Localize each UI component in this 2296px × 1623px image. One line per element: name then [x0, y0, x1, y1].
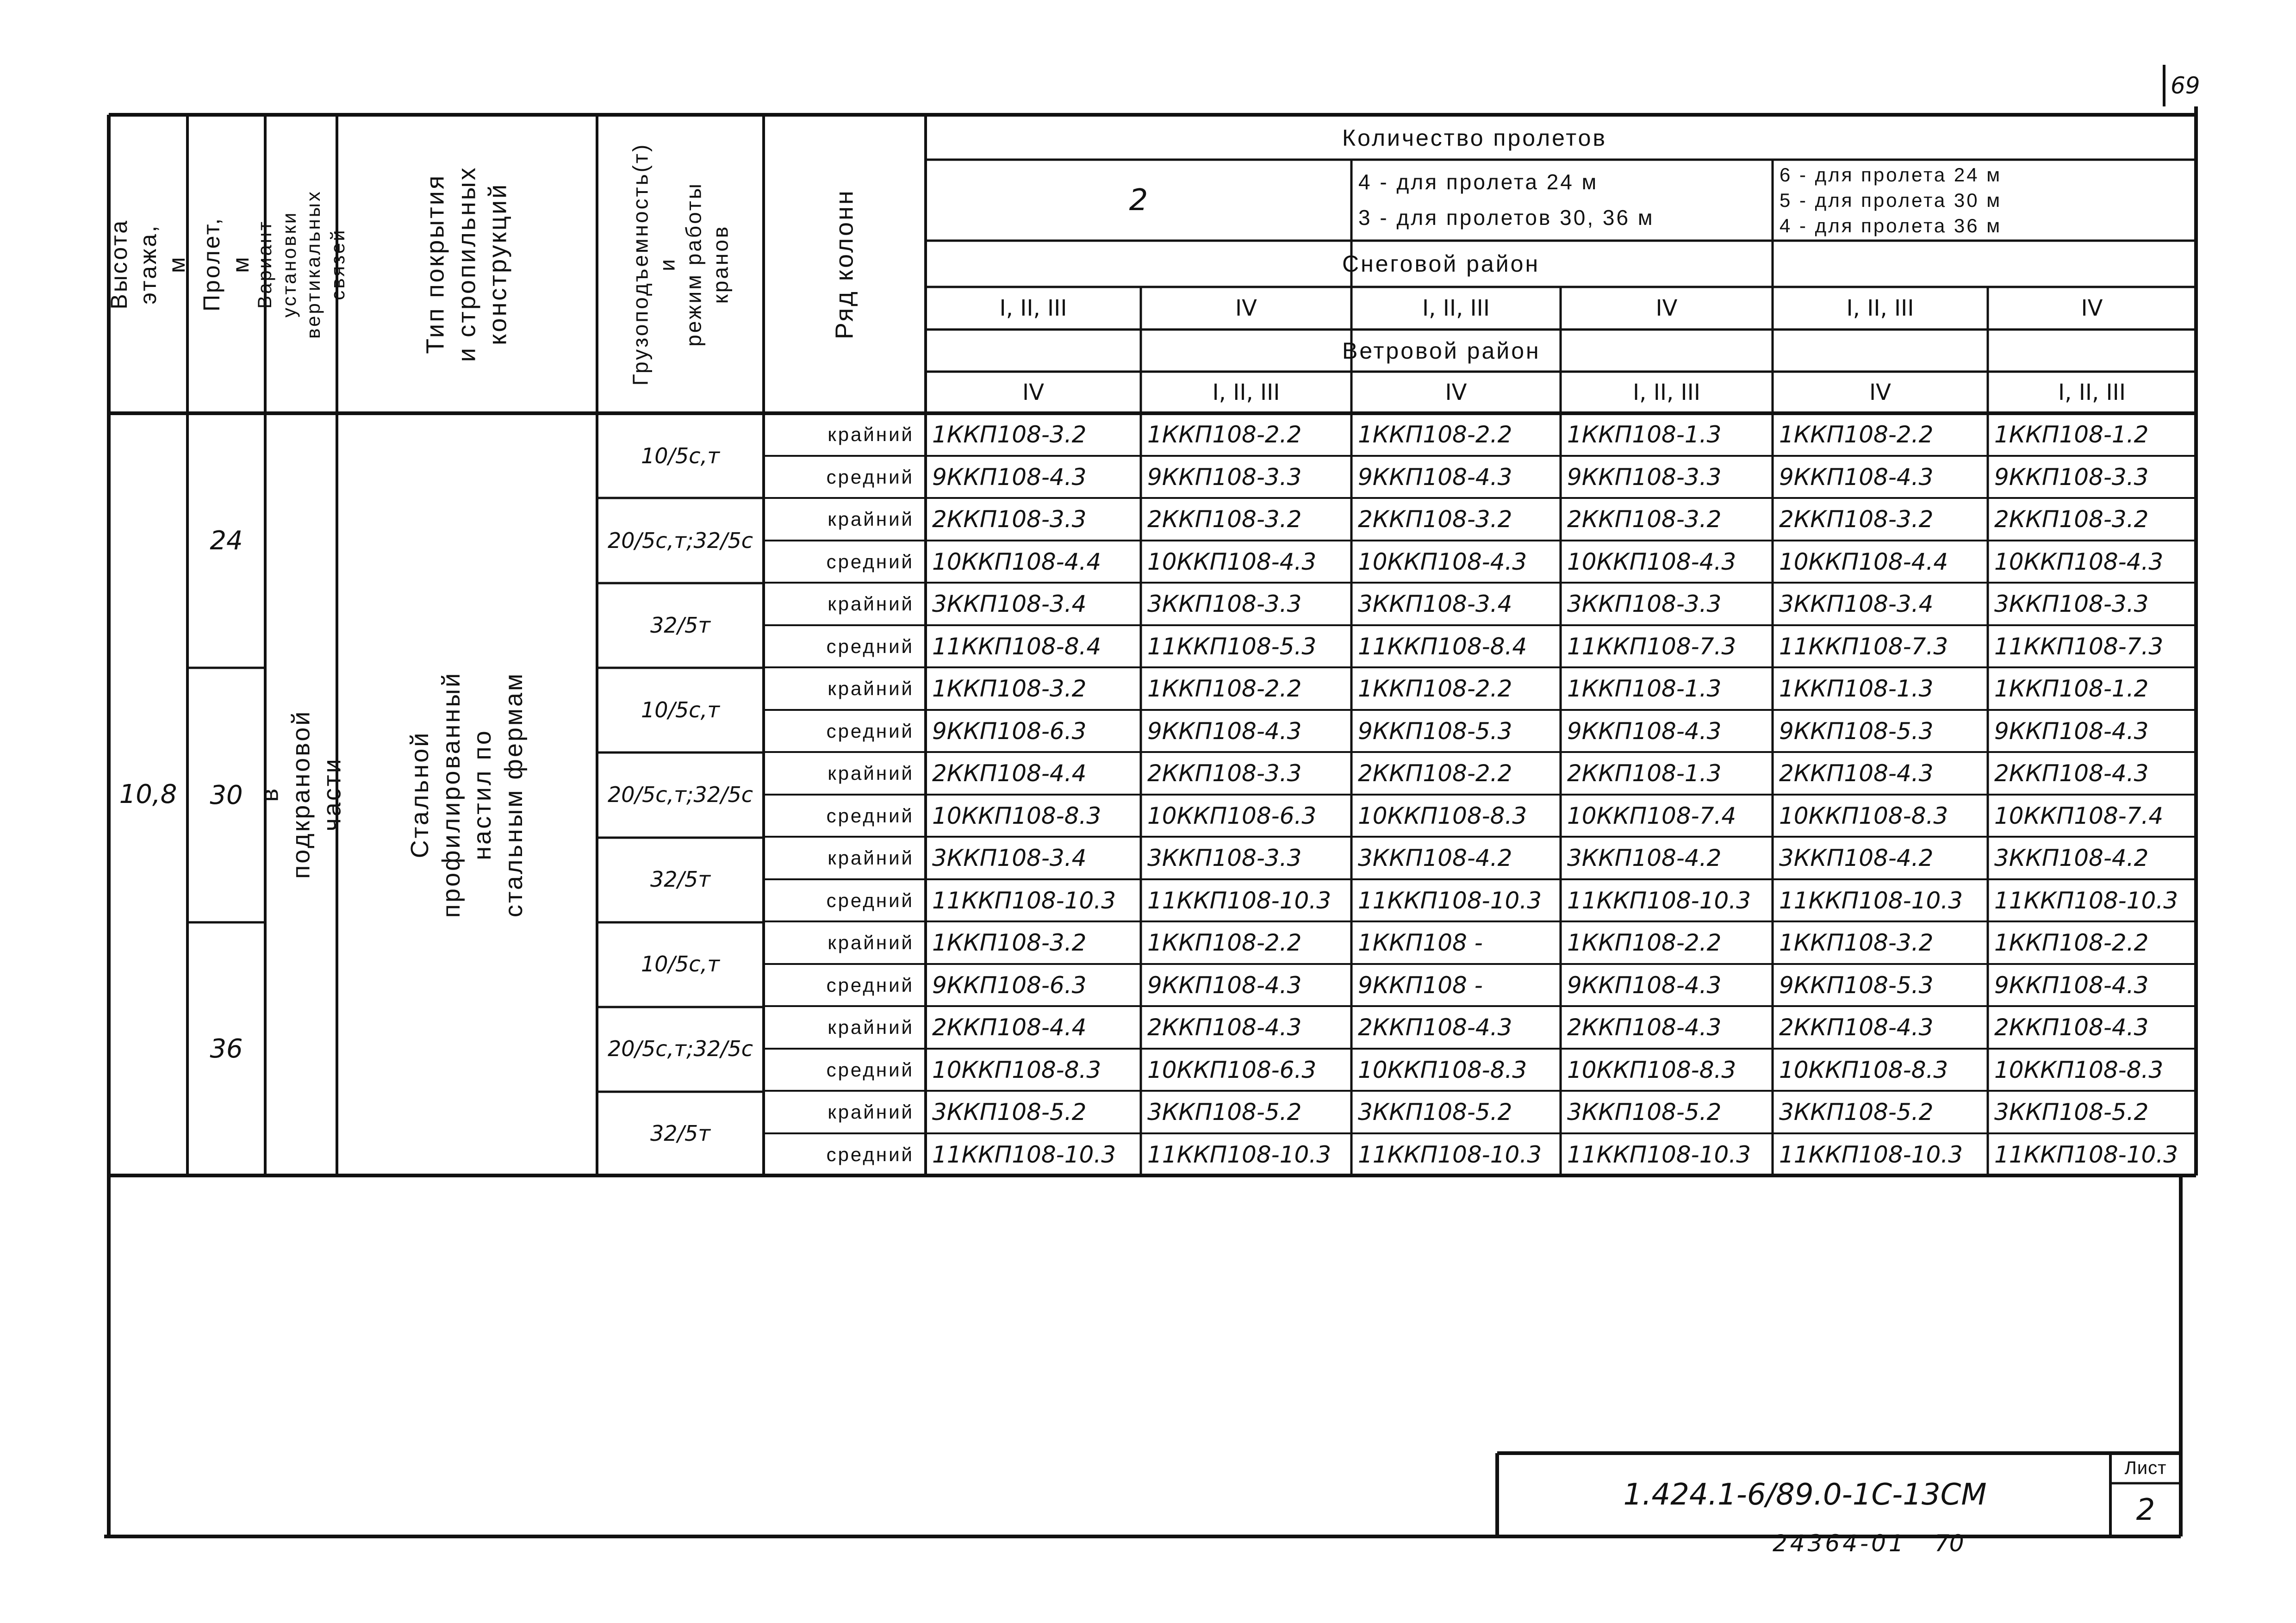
column-mark-cell: 10ККП108-8.3: [1779, 802, 1948, 829]
column-mark-cell: 9ККП108-4.3: [1358, 464, 1512, 491]
column-mark-cell: 2ККП108-4.3: [1994, 1014, 2149, 1041]
column-mark-cell: 1ККП108-3.2: [932, 675, 1087, 702]
column-mark-cell: 9ККП108-4.3: [1994, 972, 2149, 999]
column-row-type: средний: [826, 805, 914, 827]
column-mark-cell: 1ККП108-2.2: [1994, 929, 2149, 956]
column-mark-cell: 11ККП108-10.3: [1147, 887, 1332, 914]
column-mark-cell: 11ККП108-10.3: [1358, 887, 1542, 914]
header-bracing-label: Вариант установки вертикальных связей: [253, 189, 348, 339]
column-mark-cell: 3ККП108-4.2: [1779, 845, 1934, 871]
column-mark-cell: 3ККП108-4.2: [1567, 845, 1722, 871]
header-floor-height: [106, 115, 190, 413]
header-bracing: [253, 115, 348, 413]
column-mark-cell: 11ККП108-7.3: [1994, 633, 2164, 660]
column-mark-cell: 1ККП108-2.2: [1779, 421, 1934, 448]
group1-count: 2: [1129, 183, 1148, 218]
column-mark-cell: 9ККП108-5.3: [1779, 972, 1934, 999]
column-mark-cell: 10ККП108-8.3: [932, 1057, 1101, 1083]
bracing-value: [255, 413, 346, 1175]
column-mark-cell: 1ККП108-2.2: [1147, 421, 1302, 448]
floor-height-value: 10,8: [119, 779, 177, 809]
column-mark-cell: 11ККП108-5.3: [1147, 633, 1317, 660]
document-code: 1.424.1-6/89.0-1С-13СМ: [1623, 1478, 1987, 1512]
column-mark-cell: 11ККП108-10.3: [1779, 1141, 1963, 1168]
column-mark-cell: 11ККП108-10.3: [1994, 887, 2178, 914]
column-mark-cell: 3ККП108-5.2: [1358, 1099, 1512, 1126]
wind-region-col: IV: [1022, 379, 1044, 405]
roof-type-value-label: Стальной профилированный настил по стальным фермам: [406, 671, 528, 918]
column-row-type: средний: [826, 635, 914, 657]
column-mark-cell: 3ККП108-3.3: [1567, 591, 1722, 617]
column-row-type: средний: [826, 720, 914, 742]
column-mark-cell: 10ККП108-8.3: [1994, 1057, 2164, 1083]
column-mark-cell: 10ККП108-4.3: [1147, 548, 1317, 575]
crane-capacity: 32/5т: [650, 1120, 711, 1146]
column-mark-cell: 9ККП108-4.3: [932, 464, 1087, 491]
column-mark-cell: 2ККП108-3.2: [1779, 506, 1934, 533]
column-mark-cell: 2ККП108-3.2: [1567, 506, 1722, 533]
column-mark-cell: 11ККП108-10.3: [1567, 1141, 1751, 1168]
column-mark-cell: 2ККП108-4.3: [1994, 760, 2149, 787]
column-mark-cell: 10ККП108-8.3: [1358, 1057, 1527, 1083]
column-mark-cell: 11ККП108-10.3: [1147, 1141, 1332, 1168]
column-mark-cell: 10ККП108-4.3: [1994, 548, 2164, 575]
column-mark-cell: 9ККП108 -: [1358, 972, 1483, 999]
header-wind-region: Ветровой район: [1342, 338, 1541, 364]
column-mark-cell: 10ККП108-7.4: [1567, 802, 1736, 829]
wind-region-col: I, II, III: [2058, 379, 2126, 405]
wind-region-col: IV: [1445, 379, 1467, 405]
column-mark-cell: 3ККП108-5.2: [932, 1099, 1087, 1126]
roof-type-value: [337, 413, 597, 1175]
header-snow-region: Снеговой район: [1342, 251, 1540, 277]
column-mark-cell: 11ККП108-10.3: [932, 1141, 1116, 1168]
crane-capacity: 32/5т: [650, 866, 711, 892]
column-mark-cell: 9ККП108-4.3: [1779, 464, 1934, 491]
column-row-type: крайний: [828, 508, 914, 530]
column-mark-cell: 2ККП108-4.3: [1147, 1014, 1302, 1041]
column-mark-cell: 2ККП108-3.2: [1358, 506, 1512, 533]
column-mark-cell: 9ККП108-3.3: [1147, 464, 1302, 491]
column-mark-cell: 3ККП108-4.2: [1994, 845, 2149, 871]
column-mark-cell: 1ККП108-1.3: [1567, 421, 1722, 448]
crane-capacity: 20/5с,т;32/5с: [607, 1036, 753, 1061]
column-row-type: крайний: [828, 932, 914, 953]
bracing-value-label: в подкрановой части: [255, 709, 346, 879]
column-row-type: крайний: [828, 678, 914, 699]
wind-region-col: I, II, III: [1212, 379, 1280, 405]
column-row-type: средний: [826, 1059, 914, 1081]
header-floor-height-label: Высота этажа, м: [106, 218, 190, 310]
column-mark-cell: 1ККП108-1.2: [1994, 675, 2149, 702]
column-mark-cell: 9ККП108-4.3: [1147, 718, 1302, 745]
snow-region-col: IV: [1235, 295, 1257, 321]
column-mark-cell: 11ККП108-7.3: [1779, 633, 1948, 660]
column-mark-cell: 11ККП108-10.3: [1779, 887, 1963, 914]
crane-capacity: 20/5с,т;32/5с: [607, 528, 753, 553]
sheet-number: 2: [2136, 1492, 2155, 1527]
column-mark-cell: 1ККП108-3.2: [932, 929, 1087, 956]
column-mark-cell: 1ККП108-3.2: [932, 421, 1087, 448]
column-mark-cell: 1ККП108-1.2: [1994, 421, 2149, 448]
column-mark-cell: 9ККП108-4.3: [1567, 972, 1722, 999]
column-mark-cell: 1ККП108 -: [1358, 929, 1483, 956]
column-mark-cell: 1ККП108-2.2: [1147, 675, 1302, 702]
column-mark-cell: 1ККП108-1.3: [1567, 675, 1722, 702]
column-mark-cell: 3ККП108-5.2: [1994, 1099, 2149, 1126]
column-mark-cell: 2ККП108-3.3: [1147, 760, 1302, 787]
column-mark-cell: 2ККП108-4.3: [1779, 760, 1934, 787]
snow-region-col: I, II, III: [999, 295, 1067, 321]
column-mark-cell: 1ККП108-2.2: [1358, 421, 1512, 448]
column-mark-cell: 11ККП108-8.4: [932, 633, 1101, 660]
snow-region-col: I, II, III: [1422, 295, 1490, 321]
snow-region-col: I, II, III: [1846, 295, 1914, 321]
column-mark-cell: 3ККП108-3.3: [1147, 845, 1302, 871]
column-mark-cell: 3ККП108-5.2: [1567, 1099, 1722, 1126]
column-mark-cell: 9ККП108-4.3: [1994, 718, 2149, 745]
page-number: 69: [2171, 72, 2200, 99]
header-crane-label: Грузоподъемность(т) и режим работы кранов: [628, 143, 732, 386]
group2-label-1: 4 - для пролета 24 м: [1358, 169, 1599, 194]
column-mark-cell: 11ККП108-10.3: [1567, 887, 1751, 914]
column-mark-cell: 2ККП108-3.3: [932, 506, 1087, 533]
column-row-type: крайний: [828, 423, 914, 445]
crane-capacity: 10/5с,т: [641, 443, 720, 468]
crane-capacity: 10/5с,т: [641, 951, 720, 976]
column-mark-cell: 10ККП108-4.4: [1779, 548, 1948, 575]
column-mark-cell: 2ККП108-4.3: [1779, 1014, 1934, 1041]
column-row-type: крайний: [828, 593, 914, 615]
column-row-type: средний: [826, 551, 914, 572]
column-mark-cell: 3ККП108-3.3: [1994, 591, 2149, 617]
column-row-type: средний: [826, 889, 914, 911]
column-mark-cell: 9ККП108-6.3: [932, 718, 1087, 745]
header-roof-type: [337, 115, 597, 413]
header-roof-type-label: Тип покрытия и стропильных конструкций: [421, 166, 512, 362]
group2-label-2: 3 - для пролетов 30, 36 м: [1358, 205, 1655, 230]
column-mark-cell: 2ККП108-3.2: [1994, 506, 2149, 533]
column-mark-cell: 11ККП108-10.3: [932, 887, 1116, 914]
column-mark-cell: 2ККП108-3.2: [1147, 506, 1302, 533]
column-mark-cell: 1ККП108-2.2: [1147, 929, 1302, 956]
column-mark-cell: 1ККП108-1.3: [1779, 675, 1934, 702]
column-mark-cell: 10ККП108-4.3: [1358, 548, 1527, 575]
column-mark-cell: 9ККП108-4.3: [1567, 718, 1722, 745]
column-mark-cell: 10ККП108-8.3: [1567, 1057, 1736, 1083]
column-mark-cell: 10ККП108-8.3: [1779, 1057, 1948, 1083]
column-mark-cell: 2ККП108-4.3: [1358, 1014, 1512, 1041]
column-row-type: крайний: [828, 847, 914, 869]
column-mark-cell: 3ККП108-5.2: [1147, 1099, 1302, 1126]
column-mark-cell: 9ККП108-6.3: [932, 972, 1087, 999]
header-column-row-label: Ряд колонн: [830, 189, 859, 339]
column-mark-cell: 9ККП108-5.3: [1358, 718, 1512, 745]
group3-label-2: 5 - для пролета 30 м: [1780, 189, 2002, 211]
column-mark-cell: 11ККП108-10.3: [1994, 1141, 2178, 1168]
column-row-type: крайний: [828, 1016, 914, 1038]
column-mark-cell: 1ККП108-3.2: [1779, 929, 1934, 956]
column-mark-cell: 10ККП108-6.3: [1147, 802, 1317, 829]
snow-region-col: IV: [2081, 295, 2103, 321]
column-mark-cell: 3ККП108-5.2: [1779, 1099, 1934, 1126]
column-mark-cell: 3ККП108-3.4: [1358, 591, 1512, 617]
column-mark-cell: 3ККП108-3.4: [1779, 591, 1934, 617]
column-row-type: средний: [826, 974, 914, 996]
span-value: 30: [210, 780, 243, 810]
sheet-label: Лист: [2124, 1458, 2167, 1478]
group3-label-1: 6 - для пролета 24 м: [1780, 163, 2002, 186]
column-mark-cell: 11ККП108-7.3: [1567, 633, 1736, 660]
column-mark-cell: 11ККП108-10.3: [1358, 1141, 1542, 1168]
column-mark-cell: 10ККП108-8.3: [1358, 802, 1527, 829]
column-row-type: средний: [826, 1144, 914, 1165]
wind-region-col: IV: [1869, 379, 1891, 405]
header-column-row: [764, 115, 926, 413]
page-ref: 70: [1935, 1530, 1964, 1557]
column-row-type: крайний: [828, 762, 914, 784]
column-mark-cell: 3ККП108-3.4: [932, 845, 1087, 871]
column-mark-cell: 9ККП108-3.3: [1994, 464, 2149, 491]
crane-capacity: 10/5с,т: [641, 697, 720, 722]
header-span-count: Количество пролетов: [1342, 124, 1607, 151]
column-mark-cell: 2ККП108-4.4: [932, 760, 1087, 787]
column-mark-cell: 10ККП108-7.4: [1994, 802, 2164, 829]
column-row-type: средний: [826, 466, 914, 488]
column-mark-cell: 9ККП108-4.3: [1147, 972, 1302, 999]
column-row-type: крайний: [828, 1101, 914, 1123]
header-crane: [597, 115, 764, 413]
span-value: 24: [210, 525, 243, 556]
column-mark-cell: 3ККП108-4.2: [1358, 845, 1512, 871]
crane-capacity: 20/5с,т;32/5с: [607, 782, 753, 807]
column-mark-cell: 2ККП108-4.3: [1567, 1014, 1722, 1041]
archive-number: 24364-01: [1773, 1530, 1906, 1557]
crane-capacity: 32/5т: [650, 612, 711, 638]
column-mark-cell: 2ККП108-2.2: [1358, 760, 1512, 787]
column-mark-cell: 1ККП108-2.2: [1358, 675, 1512, 702]
column-mark-cell: 3ККП108-3.3: [1147, 591, 1302, 617]
column-mark-cell: 10ККП108-8.3: [932, 802, 1101, 829]
group3-label-3: 4 - для пролета 36 м: [1780, 214, 2002, 236]
column-mark-cell: 9ККП108-3.3: [1567, 464, 1722, 491]
column-mark-cell: 2ККП108-1.3: [1567, 760, 1722, 787]
column-mark-cell: 11ККП108-8.4: [1358, 633, 1527, 660]
column-mark-cell: 10ККП108-4.3: [1567, 548, 1736, 575]
header-span-label: Пролет, м: [199, 216, 254, 312]
span-value: 36: [210, 1034, 243, 1064]
column-mark-cell: 9ККП108-5.3: [1779, 718, 1934, 745]
column-mark-cell: 2ККП108-4.4: [932, 1014, 1087, 1041]
column-mark-cell: 10ККП108-6.3: [1147, 1057, 1317, 1083]
snow-region-col: IV: [1655, 295, 1678, 321]
wind-region-col: I, II, III: [1633, 379, 1700, 405]
column-mark-cell: 10ККП108-4.4: [932, 548, 1101, 575]
column-mark-cell: 3ККП108-3.4: [932, 591, 1087, 617]
column-mark-cell: 1ККП108-2.2: [1567, 929, 1722, 956]
